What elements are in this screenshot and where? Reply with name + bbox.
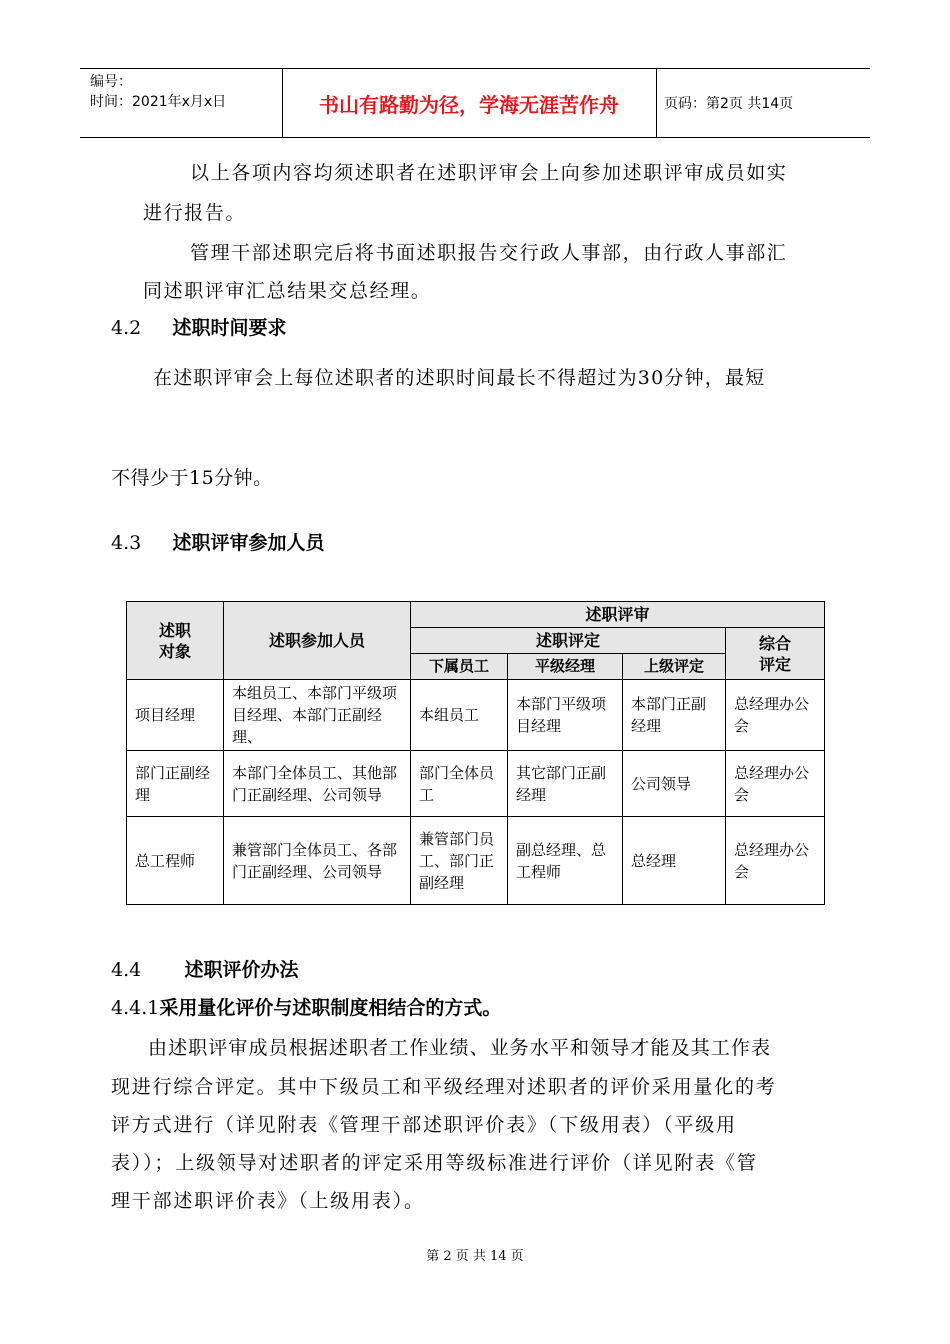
paragraph-line: 不得少于15分钟。	[111, 467, 273, 489]
table-row	[127, 817, 825, 905]
cell-participants: 本组员工、本部门平级项目经理、本部门正副经理、	[224, 680, 411, 751]
header-participants: 述职参加人员	[224, 602, 411, 680]
cell-overall: 总经理办公会	[726, 751, 825, 817]
section-number: 4.4	[111, 959, 142, 981]
cell-object: 总工程师	[127, 817, 224, 905]
subsection-number: 4.4.1	[111, 997, 160, 1019]
paragraph-line: 理干部述职评价表》（上级用表）。	[111, 1190, 425, 1212]
paragraph-line: 管理干部述职完后将书面述职报告交行政人事部，由行政人事部汇	[190, 242, 788, 264]
header-meta	[80, 69, 283, 137]
section-title: 述职评价办法	[184, 959, 299, 981]
subsection-heading-4-4-1	[111, 993, 501, 1020]
header-overall: 综合 评定	[726, 628, 825, 680]
page-footer: 第 2 页 共 14 页	[426, 1249, 524, 1264]
review-participants-table	[126, 601, 824, 899]
section-number: 4.2	[111, 317, 142, 339]
paragraph-line: 现进行综合评定。其中下级员工和平级经理对述职者的评价采用量化的考	[111, 1076, 777, 1098]
section-heading-4-2	[111, 313, 286, 340]
cell-participants: 兼管部门全体员工、各部门正副经理、公司领导	[224, 817, 411, 905]
cell-sub: 兼管部门员工、部门正副经理	[411, 817, 508, 905]
cell-peer: 其它部门正副经理	[508, 751, 623, 817]
cell-sub: 部门全体员工	[411, 751, 508, 817]
section-heading-4-4	[111, 955, 298, 982]
cell-peer: 副总经理、总工程师	[508, 817, 623, 905]
header-peer: 平级经理	[508, 654, 623, 680]
cell-sup: 公司领导	[623, 751, 726, 817]
header-rating: 述职评定	[411, 628, 726, 654]
header-review: 述职评审	[411, 602, 825, 628]
header-sup: 上级评定	[623, 654, 726, 680]
paragraph-line: 由述职评审成员根据述职者工作业绩、业务水平和领导才能及其工作表	[148, 1037, 772, 1059]
cell-object: 部门正副经理	[127, 751, 224, 817]
section-number: 4.3	[111, 532, 142, 554]
serial-label: 编号：	[90, 74, 132, 90]
paragraph-line: 表））；上级领导对述职者的评定采用等级标准进行评价（详见附表《管	[111, 1152, 758, 1174]
date-label: 时间：2021年x月x日	[90, 94, 227, 110]
paragraph-line: 进行报告。	[143, 202, 247, 224]
paragraph-line: 以上各项内容均须述职者在述职评审会上向参加述职评审成员如实	[190, 162, 788, 184]
table-row	[127, 751, 825, 817]
subsection-title: 采用量化评价与述职制度相结合的方式。	[159, 997, 502, 1019]
paragraph-line: 评方式进行（详见附表《管理干部述职评价表》（下级用表）（平级用	[111, 1114, 737, 1136]
cell-object: 项目经理	[127, 680, 224, 751]
cell-participants: 本部门全体员工、其他部门正副经理、公司领导	[224, 751, 411, 817]
table-row	[127, 680, 825, 751]
paragraph-line: 在述职评审会上每位述职者的述职时间最长不得超过为30分钟，最短	[153, 367, 766, 389]
section-title: 述职评审参加人员	[172, 532, 325, 554]
header-motto: 书山有路勤为径，学海无涯苦作舟	[282, 69, 657, 137]
cell-overall: 总经理办公会	[726, 817, 825, 905]
header-sub: 下属员工	[411, 654, 508, 680]
section-heading-4-3	[111, 528, 324, 555]
cell-peer: 本部门平级项目经理	[508, 680, 623, 751]
cell-sup: 本部门正副经理	[623, 680, 726, 751]
cell-overall: 总经理办公会	[726, 680, 825, 751]
page-header	[80, 68, 870, 138]
header-object: 述职 对象	[127, 602, 224, 680]
cell-sup: 总经理	[623, 817, 726, 905]
cell-sub: 本组员工	[411, 680, 508, 751]
section-title: 述职时间要求	[172, 317, 287, 339]
header-page-label: 页码：第2页 共14页	[664, 96, 794, 112]
paragraph-line: 同述职评审汇总结果交总经理。	[143, 280, 432, 302]
